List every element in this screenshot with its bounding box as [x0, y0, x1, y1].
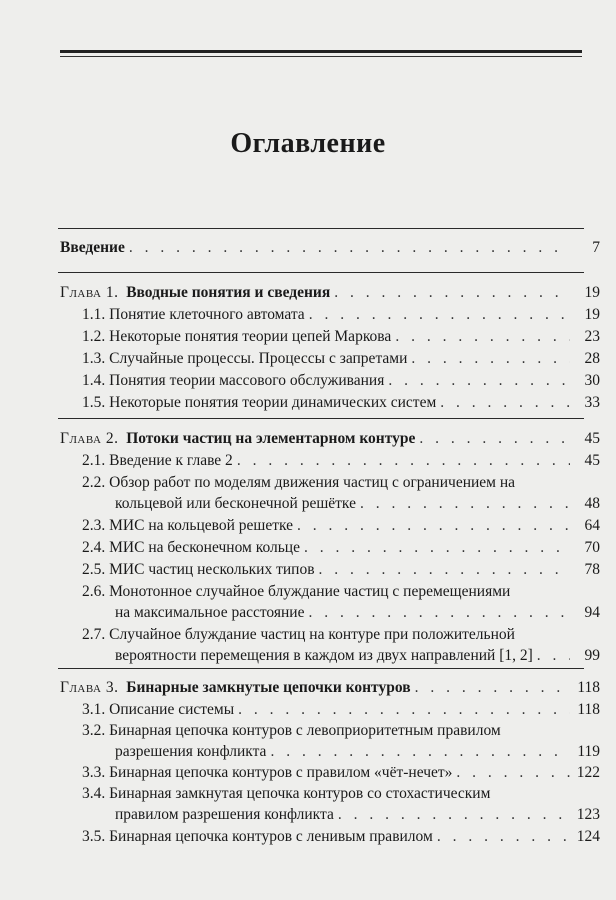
toc-section[interactable]	[82, 451, 600, 470]
toc-chapter[interactable]	[60, 678, 600, 697]
leader-dots	[319, 560, 570, 579]
page-number: 99	[584, 647, 600, 664]
section-number: 2.2.	[82, 474, 106, 491]
leader-dots	[297, 516, 570, 535]
section-title: Некоторые понятия теории цепей Маркова	[109, 328, 392, 345]
toc-section-line[interactable]	[82, 473, 515, 492]
page-number: 118	[577, 679, 600, 696]
section-number: 1.3.	[82, 350, 106, 367]
page-number: 33	[584, 394, 600, 411]
divider	[58, 272, 584, 273]
toc-section-line[interactable]	[82, 625, 515, 644]
chapter-title: Бинарные замкнутые цепочки контуров	[126, 679, 411, 696]
section-title: Понятие клеточного автомата	[109, 306, 305, 323]
section-title: МИС частиц нескольких типов	[109, 561, 315, 578]
header-rule-thin	[60, 56, 582, 57]
toc-chapter[interactable]	[60, 283, 600, 302]
section-number: 1.2.	[82, 328, 106, 345]
leader-dots	[270, 742, 570, 761]
toc-section-line[interactable]	[82, 721, 501, 740]
section-title: Некоторые понятия теории динамических систем	[109, 394, 437, 411]
leader-dots	[309, 305, 570, 324]
chapter-label: Глава 3.	[60, 679, 119, 696]
toc-section[interactable]	[82, 349, 600, 368]
divider	[58, 228, 584, 229]
toc-section-cont[interactable]	[115, 805, 600, 824]
section-number: 2.5.	[82, 561, 106, 578]
page-number: 19	[584, 306, 600, 323]
section-number: 2.3.	[82, 517, 106, 534]
section-number: 1.5.	[82, 394, 106, 411]
toc-section[interactable]	[82, 700, 600, 719]
section-title: Описание системы	[109, 701, 235, 718]
leader-dots	[237, 451, 570, 470]
section-number: 2.1.	[82, 452, 106, 469]
section-title: Бинарная цепочка контуров с левоприоритетным правилом	[109, 722, 501, 739]
section-title: МИС на кольцевой решетке	[109, 517, 294, 534]
chapter-label: Глава 2.	[60, 430, 119, 447]
leader-dots	[129, 238, 570, 257]
page-number: 119	[577, 743, 600, 760]
toc-section-line[interactable]	[82, 784, 490, 803]
section-title: Бинарная цепочка контуров с ленивым правилом	[109, 828, 433, 845]
toc-section[interactable]	[82, 538, 600, 557]
leader-dots	[308, 603, 570, 622]
section-number: 3.5.	[82, 828, 106, 845]
header-rule	[60, 50, 582, 53]
page-number: 19	[584, 284, 600, 301]
section-title: Обзор работ по моделям движения частиц с ограничением на	[109, 474, 516, 491]
page-number: 123	[576, 806, 600, 823]
page-number: 118	[577, 701, 600, 718]
toc-intro-label: Введение	[60, 239, 125, 256]
leader-dots	[360, 494, 570, 513]
section-number: 3.1.	[82, 701, 106, 718]
divider	[58, 668, 584, 669]
page-number: 30	[584, 372, 600, 389]
page-number: 64	[584, 517, 600, 534]
section-number: 1.4.	[82, 372, 106, 389]
section-number: 1.1.	[82, 306, 106, 323]
page-number: 45	[584, 452, 600, 469]
toc-section[interactable]	[82, 371, 600, 390]
chapter-title: Вводные понятия и сведения	[126, 284, 331, 301]
chapter-title: Потоки частиц на элементарном контуре	[126, 430, 416, 447]
page-number: 122	[576, 764, 600, 781]
leader-dots	[440, 393, 570, 412]
section-title-cont: на максимальное расстояние	[115, 604, 305, 621]
divider	[58, 418, 584, 419]
section-title: Случайные процессы. Процессы с запретами	[109, 350, 408, 367]
toc-section[interactable]	[82, 763, 600, 782]
toc-section-line[interactable]	[82, 582, 510, 601]
leader-dots	[338, 805, 570, 824]
leader-dots	[388, 371, 570, 390]
section-title-cont: правилом разрешения конфликта	[115, 806, 334, 823]
section-title: Бинарная цепочка контуров с правилом «чёт-нечет»	[109, 764, 453, 781]
page-number: 28	[584, 350, 600, 367]
section-number: 2.7.	[82, 626, 106, 643]
page-number: 45	[584, 430, 600, 447]
page-number: 23	[584, 328, 600, 345]
section-title-cont: разрешения конфликта	[115, 743, 267, 760]
leader-dots	[537, 646, 570, 665]
toc-section[interactable]	[82, 305, 600, 324]
toc-section[interactable]	[82, 516, 600, 535]
toc-section[interactable]	[82, 560, 600, 579]
leader-dots	[419, 429, 570, 448]
leader-dots	[411, 349, 570, 368]
section-title: МИС на бесконечном кольце	[109, 539, 300, 556]
section-number: 3.4.	[82, 785, 106, 802]
section-title-cont: кольцевой или бесконечной решётке	[115, 495, 356, 512]
leader-dots	[395, 327, 570, 346]
leader-dots	[437, 827, 570, 846]
page-number: 94	[584, 604, 600, 621]
toc-section-cont[interactable]	[115, 742, 600, 761]
toc-section-cont[interactable]	[115, 494, 600, 513]
leader-dots	[334, 283, 570, 302]
leader-dots	[238, 700, 570, 719]
toc-section-cont[interactable]	[115, 603, 600, 622]
section-title-cont: вероятности перемещения в каждом из двух направлений [1, 2]	[115, 647, 533, 664]
section-title: Монотонное случайное блуждание частиц с перемещениями	[109, 583, 511, 600]
section-number: 2.6.	[82, 583, 106, 600]
section-title: Бинарная замкнутая цепочка контуров со стохастическим	[109, 785, 491, 802]
section-title: Понятия теории массового обслуживания	[109, 372, 385, 389]
leader-dots	[304, 538, 570, 557]
toc-chapter[interactable]	[60, 429, 600, 448]
toc-section[interactable]	[82, 827, 600, 846]
toc-section[interactable]	[82, 393, 600, 412]
chapter-label: Глава 1.	[60, 284, 119, 301]
leader-dots	[456, 763, 570, 782]
section-title: Случайное блуждание частиц на контуре при положительной	[109, 626, 515, 643]
toc-section[interactable]	[82, 327, 600, 346]
toc-intro[interactable]	[60, 238, 600, 257]
section-title: Введение к главе 2	[109, 452, 233, 469]
page-number: 70	[584, 539, 600, 556]
page-title: Оглавление	[230, 128, 386, 159]
section-number: 3.3.	[82, 764, 106, 781]
page-number: 7	[592, 239, 600, 256]
page-number: 48	[584, 495, 600, 512]
section-number: 2.4.	[82, 539, 106, 556]
toc-section-cont[interactable]	[115, 646, 600, 665]
page-number: 124	[576, 828, 600, 845]
page-number: 78	[584, 561, 600, 578]
section-number: 3.2.	[82, 722, 106, 739]
leader-dots	[415, 678, 570, 697]
